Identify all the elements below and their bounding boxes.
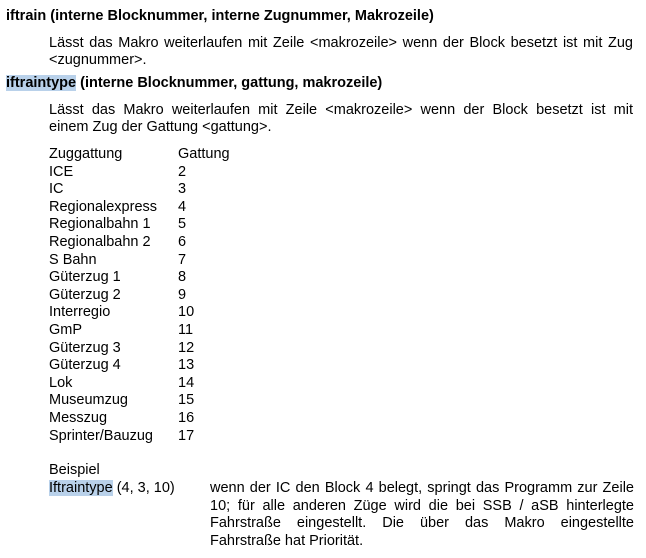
entry-iftraintype-description: [49, 102, 633, 136]
example-description: [210, 480, 634, 550]
entry-iftraintype-params: (interne Blocknummer, gattung, makrozeile): [76, 75, 383, 91]
example-label: Beispiel: [49, 462, 100, 478]
entry-iftrain-keyword: iftrain: [6, 8, 47, 24]
table-cell-name: GmP: [49, 321, 83, 338]
entry-iftraintype-title: [6, 74, 382, 92]
table-cell-name: Sprinter/Bauzug: [49, 427, 153, 444]
table-cell-name: Interregio: [49, 304, 111, 321]
table-cell-name: IC: [49, 181, 64, 198]
table-cell-name: ICE: [49, 163, 74, 180]
table-cell-code: 12: [178, 339, 195, 356]
table-cell-code: 9: [178, 286, 187, 303]
table-cell-code: 13: [178, 357, 195, 374]
table-cell-name: S Bahn: [49, 251, 97, 268]
example-desc-line: Fahrstraße hat Priorität.: [210, 532, 364, 549]
table-cell-code: 2: [178, 163, 187, 180]
table-cell-name: Regionalexpress: [49, 198, 158, 215]
table-cell-code: 8: [178, 269, 187, 286]
table-cell-code: 6: [178, 233, 187, 250]
table-cell-code: 14: [178, 374, 195, 391]
table-cell-code: 16: [178, 409, 195, 426]
table-header-zuggattung: Zuggattung: [49, 146, 123, 162]
table-cell-code: 7: [178, 251, 187, 268]
table-cell-code: 15: [178, 392, 195, 409]
table-cell-name: Güterzug 1: [49, 269, 121, 286]
entry-iftrain-title: [6, 7, 434, 25]
example-desc-line: 10; für alle anderen Züge wird die bei SSB / aSB hinterlegte: [210, 497, 634, 514]
entry-iftrain-desc-line: <zugnummer>.: [49, 52, 147, 68]
table-cell-name: Güterzug 4: [49, 357, 121, 374]
example-call-keyword: Iftraintype: [49, 480, 113, 496]
table-cell-code: 4: [178, 198, 187, 215]
table-cell-name: Messzug: [49, 409, 108, 426]
table-cell-code: 5: [178, 216, 187, 233]
table-cell-code: 11: [178, 321, 194, 338]
table-cell-name: Regionalbahn 2: [49, 233, 151, 250]
table-cell-code: 10: [178, 304, 195, 321]
table-cell-code: 17: [178, 427, 195, 444]
entry-iftrain-params: (interne Blocknummer, interne Zugnummer, Makrozeile): [46, 8, 434, 24]
example-desc-line: Fahrstraße eingestellt. Die über das Makro eingestellte: [210, 515, 634, 531]
table-cell-name: Regionalbahn 1: [49, 216, 151, 233]
entry-iftraintype-desc-line: Lässt das Makro weiterlaufen mit Zeile <makrozeile> wenn der Block besetzt ist mit: [49, 102, 633, 118]
table-cell-name: Güterzug 2: [49, 286, 121, 303]
entry-iftraintype-desc-line: einem Zug der Gattung <gattung>.: [49, 119, 272, 135]
table-cell-name: Museumzug: [49, 392, 128, 409]
table-header-gattung: Gattung: [178, 146, 230, 162]
table-cell-name: Lok: [49, 374, 73, 391]
entry-iftrain-description: [49, 35, 633, 69]
example-call-args: (4, 3, 10): [112, 480, 175, 496]
table-cell-code: 3: [178, 181, 187, 198]
table-cell-name: Güterzug 3: [49, 339, 121, 356]
entry-iftrain-desc-line: Lässt das Makro weiterlaufen mit Zeile <makrozeile> wenn der Block besetzt ist mit Zug: [49, 35, 633, 51]
example-desc-line: wenn der IC den Block 4 belegt, springt das Programm zur Zeile: [210, 480, 634, 496]
entry-iftraintype-keyword: iftraintype: [6, 75, 77, 91]
example-call: [49, 480, 175, 497]
